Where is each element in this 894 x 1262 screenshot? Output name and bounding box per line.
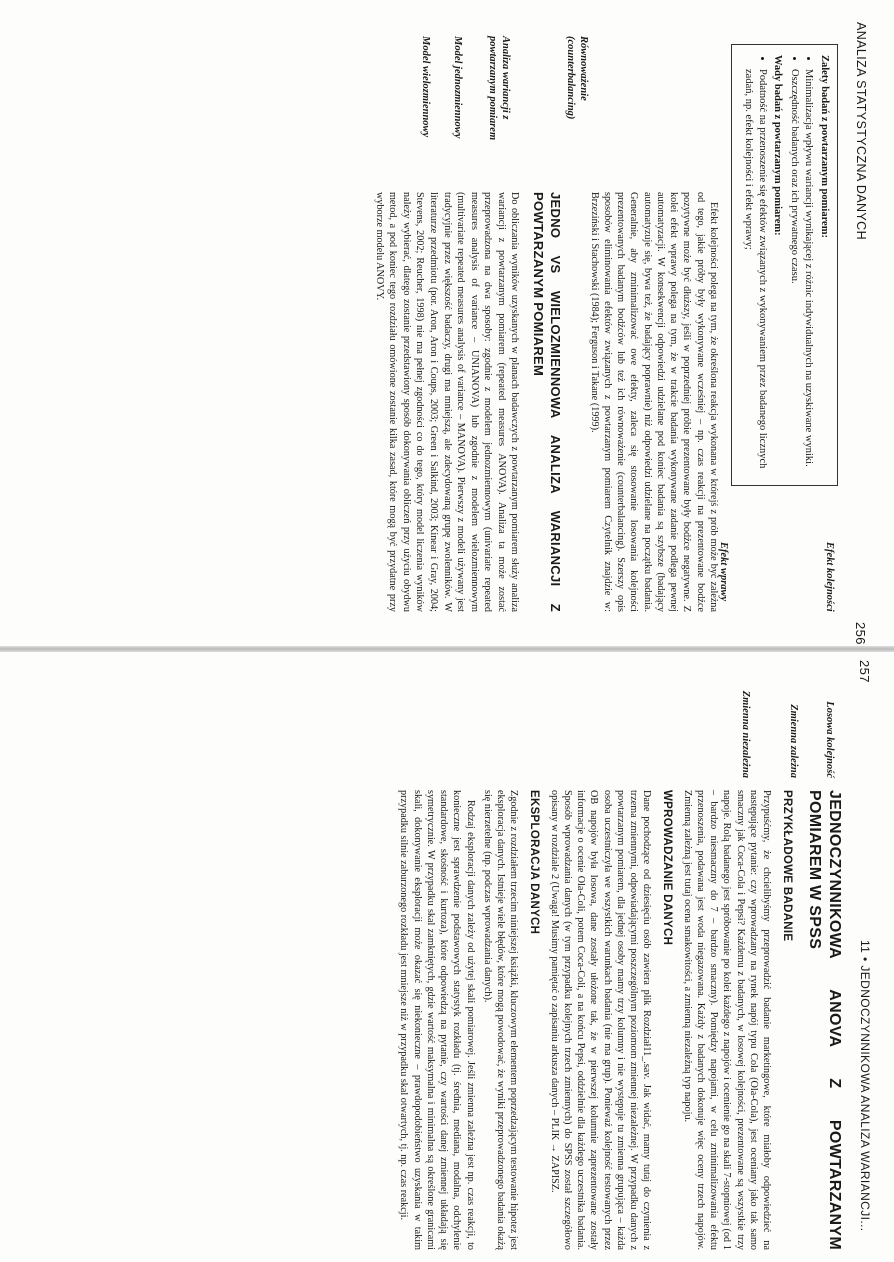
pros-item: • Oszczędność badanych oraz ich prywatnego czasu. <box>787 69 801 475</box>
left-paragraph-2-wrap <box>584 192 721 612</box>
heading-data-input: WPROWADZANIE DANYCH <box>661 790 674 946</box>
right-page <box>30 660 872 1260</box>
left-paragraph-3: Do obliczania wyników uzyskanych w planach badawczych z powtarzanym pomiarem służy analiza wariancji z powtarzanym pomiarem (repeated measures ANOVA). Analiza ta może zostać przeprowadzona na dwa sposoby: zgodnie z modelem jednozmiennowym (univariate repeated measures analysis of variance – UNIANOVA) lub zgodnie z modelem wielozmiennowym (multivariate repeated measures analysis of variance – MANOVA). Pierwszy z modeli używany jest tradycyjnie przez większość badaczy, drugi ma mniejszą, ale zdecydowaną grupę zwolenników. W literaturze przedmiotu (por. Aron, Aron i Coups, 2003; Green i Salkind, 2003; Kinear i Gray, 2004; Stevens, 2002; Reucher, 1998) nie ma pełnej zgodności co do tego, który model liczenia wyników należy wybierać, dlatego zostanie przedstawiony sposób dokonywania obliczeń przy użyciu obydwu metod, a pod koniec tego rozdziału omówione zostanie kilka zasad, które mogą być przydatne przy wyborze modelu ANOVY. <box>373 192 521 612</box>
margin-univariate-model: Model jednozmiennowy <box>452 36 463 139</box>
margin-multivariate-model: Model wielozmiennowy <box>420 36 431 138</box>
margin-order-effect: Efekt kolejności <box>824 542 835 612</box>
right-paragraph-2: Dane pochodzące od dziesięciu osób zawiera plik Rozdział11_.sav. Jak widać, mamy tutaj do czynienia z trzema zmiennymi, odpowiadającymi poszczególnym poziomom zmiennej niezależnej. W przypadku danych z powtarzanym pomiarem, dla jednej osoby mamy trzy kolumny i nie występuje tu zmienna grupująca – każda osoba uczestniczyła we wszystkich warunkach badania (nie ma grup). Ponieważ kolejność testowanych przez OB napojów była losowa, dane zostały ułożone tak, że w pierwszej kolumnie zaprezentowane zostały informacje o ocenie Ola-Coli, potem Coca-Coli, a na końcu Pepsi, oddzielnie dla każdego uczestnika badania. Sposób wprowadzania danych (w tym przypadku kolejnych trzech zmiennych) do SPSS został szczegółowo opisany w rozdziale 2 (Uwaga! Musimy pamiętać o zapisaniu arkusza danych – PLIK → ZAPISZ. <box>548 790 653 1250</box>
spacer <box>867 22 868 23</box>
right-header-text: 11 • JEDNOCZYNNIKOWA ANALIZA WARIANCJI... <box>858 940 872 1232</box>
left-section-title: JEDNO VS WIELOZMIENNOWA ANALIZA WARIANCJI Z POWTARZANYM POMIAREM <box>530 192 563 612</box>
pros-title: Zalety badań z powtarzanym pomiarem: <box>819 55 830 238</box>
cons-item: • Podatność na przenoszenie się efektów związanych z wykonywaniem przez badanego licznych zadań, np. efekt kolejności i efekt wprawy; <box>741 69 769 475</box>
margin-counterbalancing: Równoważenie (counterbalancing) <box>564 36 589 120</box>
heading-exploration: EKSPLORACJA DANYCH <box>528 790 541 935</box>
left-section-wrap <box>368 192 564 612</box>
chapter-title: JEDNOCZYNNIKOWA ANOVA Z POWTARZANYM POMIAREM W SPSS <box>806 790 843 1250</box>
right-page-number: 257 <box>857 660 872 683</box>
right-paragraph-4: Rodzaj eksploracji danych zależy od użytej skali pomiarowej. Jeśli zmienna zależna jest np. czas reakcji, to konieczne jest sprawdzenie podstawowych statystyk rozkładu (tj. średnia, mediana, modalna, odchylenie standardowe, skośność i kurtoza), które odpowiedzą na pytanie, czy wartości danej zmiennej układają się symetrycznie. W przypadku skal zamkniętych, gdzie wartość maksymalna i minimalna są określone granicami skali, dokonywanie eksploracji może okazać się niekonieczne – prawdopodobieństwo uzyskania w takim przypadku silnie zaburzonego rozkładu jest mniejsze niż w przypadku skal otwartych, tj. np. czas reakcji. <box>398 790 476 1250</box>
left-page-number: 256 <box>853 622 868 645</box>
right-paragraph-3: Zgodnie z rozdziałem trzecim niniejszej książki, kluczowym elementem poprzedzającym testowanie hipotez jest eksploracja danych. Istnieje wiele błędów, które mogą powodować, że wyniki przeprowadzonego badania okażą się nierzetelne (np. podczas wprowadzania danych). <box>481 790 520 1250</box>
heading-example: PRZYKŁADOWE BADANIE <box>781 790 793 942</box>
left-page-frame <box>30 28 872 640</box>
margin-independent-variable: Zmienna niezależna <box>740 690 751 778</box>
margin-practice-effect: Efekt wprawy <box>718 542 729 602</box>
margin-dependent-variable: Zmienna zależna <box>788 704 799 778</box>
margin-repeated-anova: Analiza wariancji z powtarzanym pomiarem <box>486 36 511 141</box>
margin-random-order: Losowa kolejność <box>824 701 835 778</box>
right-body-column <box>393 790 844 1250</box>
right-paragraph-1: Przypuśćmy, że chcielibyśmy przeprowadzić badanie marketingowe, które miałoby odpowiedzieć na następujące pytanie: czy wprowadzany na rynek napój typu Cola (Ola-Cola), jest oceniany jako tak samo smaczny jak Coca-Cola i Pepsi? Każdemu z badanych, w losowej kolejności, prezentowane są wszystkie trzy napoje. Rolą badanego jest spróbowanie po kolei każdego z napojów i ocenienie go na skali 7-stopniowej (od 1 – bardzo niesmaczny do 7 – bardzo smaczny). Pomiędzy napojami, w celu zminimalizowania efektu przenoszenia, podawana jest woda niegazowana. Każdy z badanych dokonuje więc oceny trzech napojów. Zmienną zależną jest tutaj ocena smakowitości, a zmienną niezależną typ napoju. <box>681 790 773 1250</box>
left-header-text: ANALIZA STATYSTYCZNA DANYCH <box>854 22 868 241</box>
left-paragraph-2: Efekt kolejności polega na tym, że określona reakcja wykonana w którejś z prób może być zależna od tego, jakie próby były wykonywane wcześniej – np. czas reakcji na prezentowane bodźce pozytywne może być dłuższy, jeśli w poprzedniej próbie prezentowane były bodźce negatywne. Z kolei efekt wprawy polega na tym, że w trakcie badania wykonywane zadanie podlega pewnej automatyzacji. W konsekwencji odpowiedzi udzielane pod koniec badania są szybsze (badający automatyzuje się, bywa też, że badający poprawnie) niż odpowiedzi udzielane na początku badania. Generalnie, aby zminimalizować owe efekty, zaleca się stosowanie losowania kolejności prezentowanych badanym bodźców lub też ich równoważenie (counterbalancing). Szerszy opis sposobów eliminowania efektów związanych z powtarzanym pomiarem Czytelnik znajdzie w: Brzeziński i Stachowski (1984); Ferguson i Takane (1999). <box>588 192 719 612</box>
cons-title: Wady badań z powtarzanym pomiarem: <box>772 55 784 236</box>
page-fold <box>0 646 894 652</box>
pros-item: • Minimalizacja wpływu wariancji wynikającej z różnic indywidualnych na uzyskiwane wyniki. <box>801 69 815 475</box>
